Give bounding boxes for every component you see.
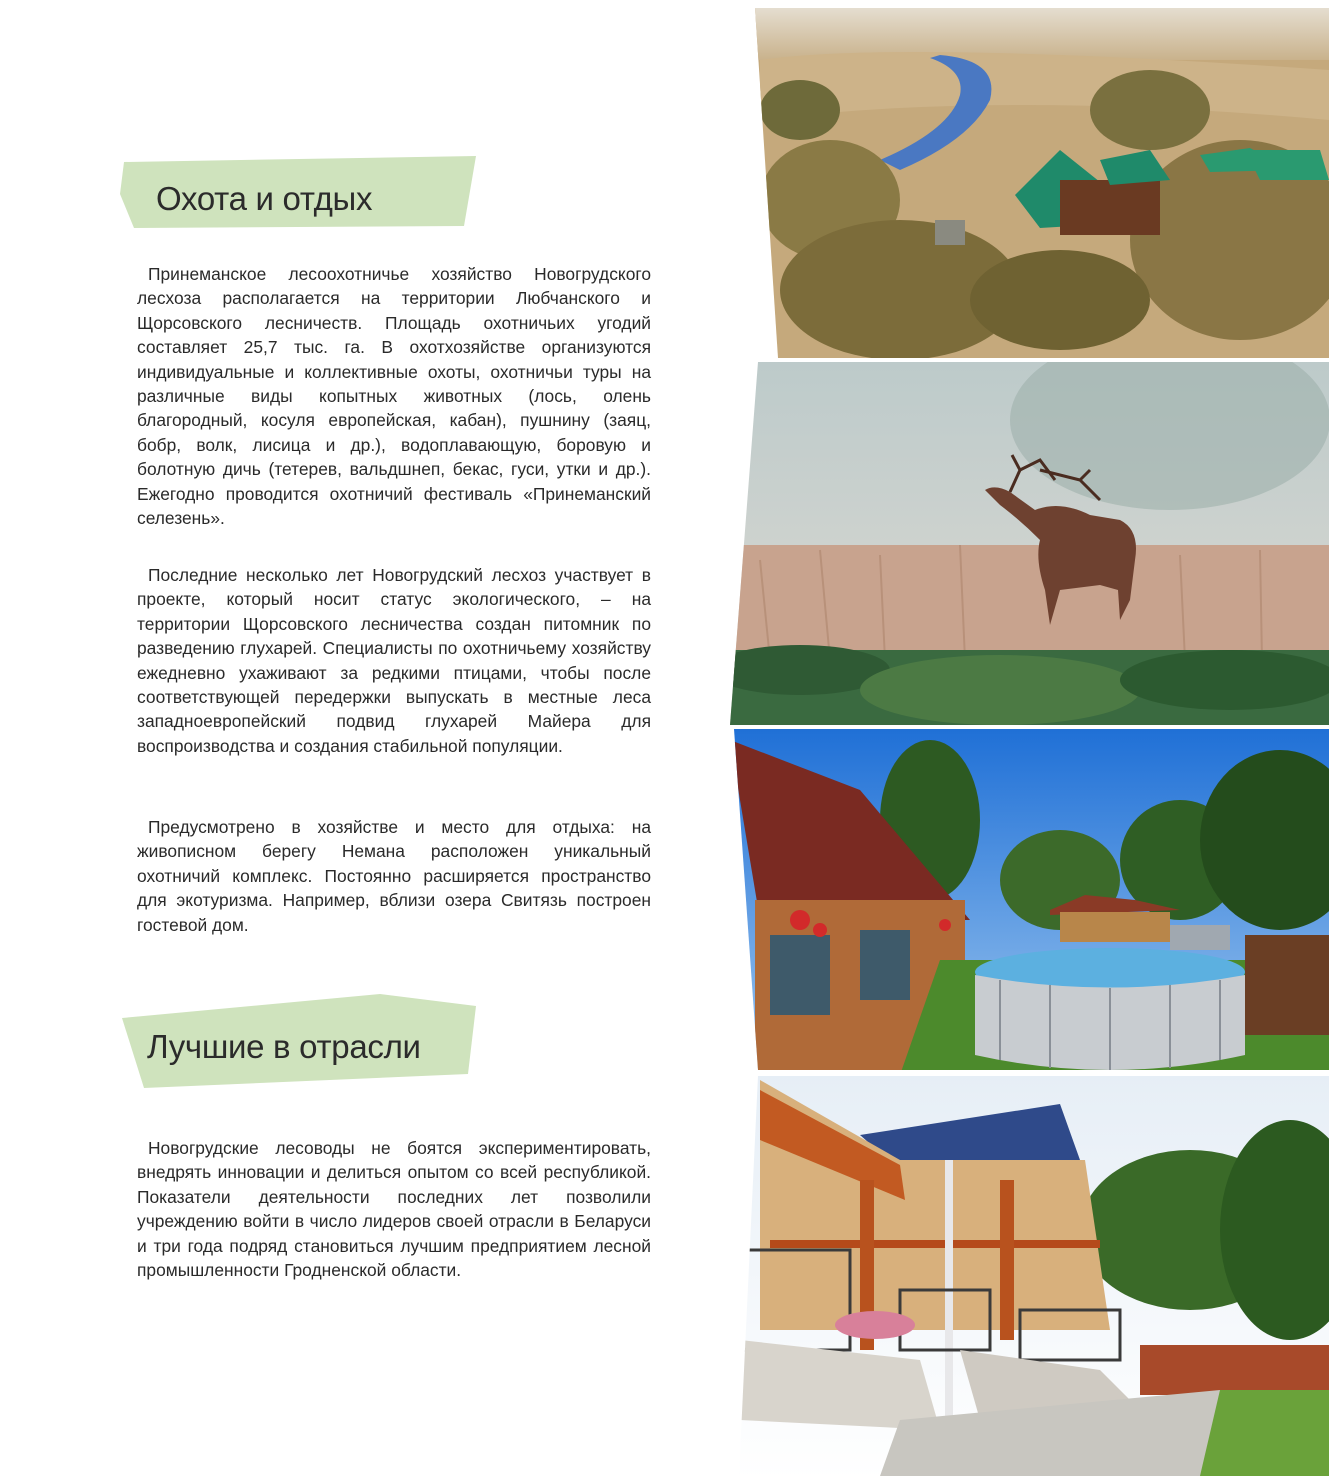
section-heading-best-in-industry: Лучшие в отрасли bbox=[147, 1028, 421, 1065]
photo-lodge-pool bbox=[720, 725, 1329, 1075]
paragraph-hunting-intro: Принеманское лесоохотничье хозяйство Новогрудского лесхоза располагается на территории Любчанского и Щорсовского лесничеств. Площадь охотничьих угодий составляет 25,7 тыс. га. В охотхозяйстве организуются индивидуальные и коллективные охоты, охотничьи туры на различные виды копытных животных (лось, олень благородный, косуля европейская, кабан), пушнину (заяц, бобр, волк, лисица и др.), водоплавающую, боровую и болотную дичь (тетерев, вальдшнеп, бекас, гуси, утки и др.). Ежегодно проводится охотничий фестиваль «Принеманский селезень». bbox=[137, 264, 651, 529]
paragraph-capercaillie-project: Последние несколько лет Новогрудский лесхоз участвует в проекте, который носит статус экологического, – на территории Щорсовского лесничества создан питомник по разведению глухарей. Специалисты по охотничьему хозяйству ежедневно ухаживают за редкими птицами, чтобы после соответствующей передержки выпускать в местные леса западноевропейский подвид глухарей Майера для воспроизводства и создания стабильной популяции. bbox=[137, 565, 651, 756]
section-heading-hunting: Охота и отдых bbox=[156, 180, 373, 217]
photo-guest-house bbox=[720, 1070, 1329, 1476]
photo-red-deer bbox=[710, 330, 1329, 735]
paragraph-best-in-industry: Новогрудские лесоводы не боятся экспериментировать, внедрять инновации и делиться опытом со всей республикой. Показатели деятельности последних лет позволили учреждению войти в число лидеров своей отрасли в Беларуси и три года подряд становиться лучшим предприятием лесной промышленности Гродненской области. bbox=[137, 1138, 651, 1281]
paragraph-recreation: Предусмотрено в хозяйстве и место для отдыха: на живописном берегу Немана расположен уникальный охотничий комплекс. Постоянно расширяется пространство для экотуризма. Например, вблизи озера Свитязь построен гостевой дом. bbox=[137, 817, 651, 935]
